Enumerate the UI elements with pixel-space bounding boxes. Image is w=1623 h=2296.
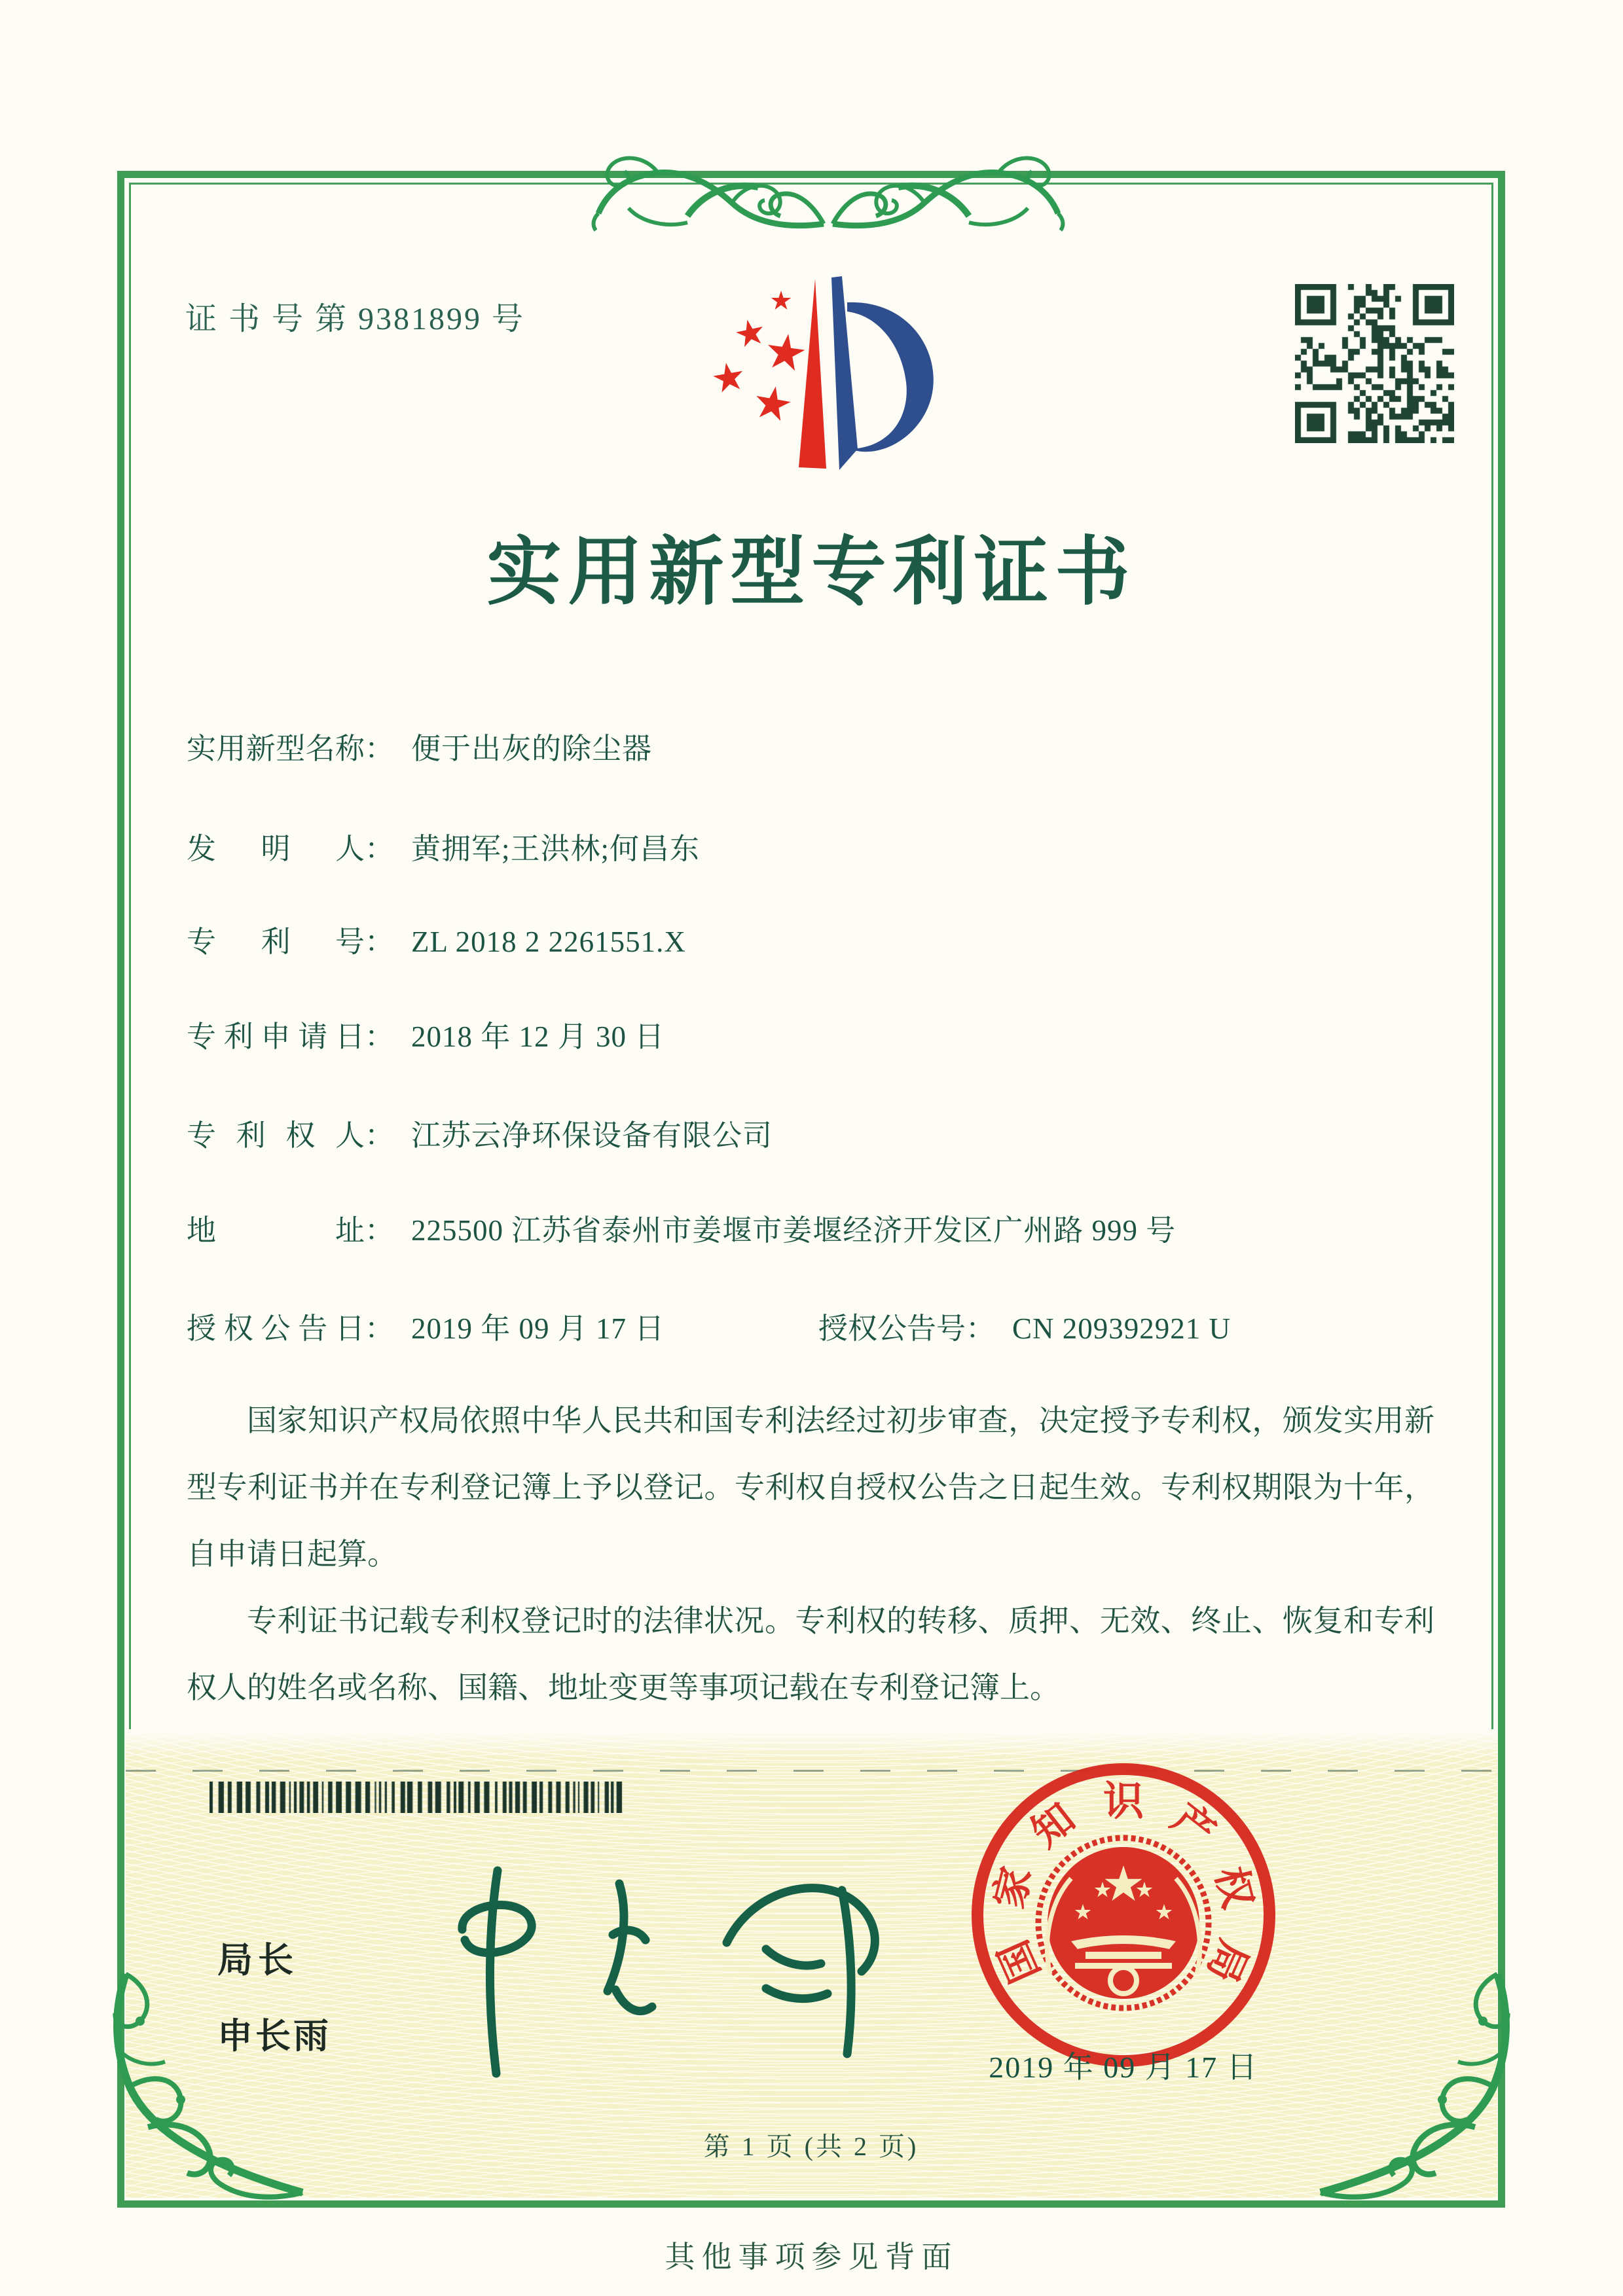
seal-char: 权 bbox=[1207, 1862, 1260, 1913]
field-value: 2018 年 12 月 30 日 bbox=[411, 1020, 665, 1053]
field-value: 便于出灰的除尘器 bbox=[411, 732, 653, 765]
field-label: 授权公告日 bbox=[187, 1312, 365, 1345]
corner-flourish-icon bbox=[1314, 1971, 1523, 2207]
field-colon: ： bbox=[365, 1020, 395, 1053]
field-row-grant-date bbox=[187, 1304, 1231, 1347]
band-fade bbox=[126, 1729, 1497, 1759]
director-name: 申长雨 bbox=[217, 2017, 331, 2056]
field-colon: ： bbox=[365, 925, 395, 958]
field-colon: ： bbox=[365, 732, 395, 765]
field-colon: ： bbox=[365, 1119, 395, 1152]
seal-char: 产 bbox=[1163, 1795, 1224, 1856]
field-value: CN 209392921 U bbox=[1012, 1312, 1231, 1345]
field-row-filing-date bbox=[187, 1013, 665, 1055]
director-title: 局长 bbox=[217, 1941, 299, 1980]
seal-char: 识 bbox=[1103, 1779, 1144, 1824]
field-label: 授权公告号 bbox=[818, 1312, 966, 1345]
cnipa-logo-icon bbox=[693, 274, 955, 478]
field-row-grant-number bbox=[818, 1304, 1231, 1347]
field-colon: ： bbox=[365, 1214, 395, 1247]
field-label: 实用新型名称 bbox=[187, 732, 365, 765]
back-note: 其他事项参见背面 bbox=[665, 2240, 958, 2274]
field-label: 发明人 bbox=[187, 833, 365, 865]
certificate-title: 实用新型专利证书 bbox=[486, 531, 1137, 614]
field-value: 黄拥军;王洪林;何昌东 bbox=[411, 833, 701, 865]
seal-char: 知 bbox=[1023, 1795, 1084, 1856]
field-value: 江苏云净环保设备有限公司 bbox=[411, 1119, 773, 1152]
field-row-patentee bbox=[187, 1111, 773, 1154]
certificate-number: 证 书 号 第 9381899 号 bbox=[185, 302, 526, 336]
legal-paragraph-1: 国家知识产权局依照中华人民共和国专利法经过初步审查，决定授予专利权，颁发实用新型专利证书并在专利登记簿上予以登记。专利权自授权公告之日起生效。专利权期限为十年，自申请日起算。 bbox=[187, 1404, 1434, 1571]
seal-char: 局 bbox=[1198, 1933, 1256, 1989]
field-colon: ： bbox=[365, 1312, 395, 1345]
field-value: 2019 年 09 月 17 日 bbox=[411, 1312, 665, 1345]
field-label: 地址 bbox=[187, 1214, 365, 1247]
corner-flourish-icon bbox=[100, 1971, 309, 2207]
legal-text bbox=[187, 1388, 1434, 1721]
band-scan-line bbox=[126, 1770, 1497, 1772]
grant-date-stamp: 2019 年 09 月 17 日 bbox=[989, 2051, 1258, 2084]
top-dragon-ornament-icon bbox=[589, 145, 1067, 243]
barcode bbox=[210, 1782, 626, 1813]
legal-paragraph-2: 专利证书记载专利权登记时的法律状况。专利权的转移、质押、无效、终止、恢复和专利权人的姓名或名称、国籍、地址变更等事项记载在专利登记簿上。 bbox=[187, 1604, 1434, 1704]
field-label: 专利权人 bbox=[187, 1119, 365, 1152]
field-colon: ： bbox=[365, 833, 395, 865]
field-label: 专利申请日 bbox=[187, 1020, 365, 1053]
seal-char: 家 bbox=[987, 1862, 1040, 1913]
page-number: 第 1 页 (共 2 页) bbox=[703, 2132, 919, 2161]
director-signature bbox=[399, 1851, 962, 2093]
field-row-address bbox=[187, 1206, 1176, 1249]
field-row-utility-model-name bbox=[187, 725, 652, 767]
field-value: 225500 江苏省泰州市姜堰市姜堰经济开发区广州路 999 号 bbox=[411, 1214, 1176, 1247]
field-row-patent-number bbox=[187, 918, 686, 960]
field-label: 专利号 bbox=[187, 925, 365, 958]
field-colon: ： bbox=[966, 1312, 996, 1345]
qr-code bbox=[1295, 284, 1454, 443]
field-value: ZL 2018 2 2261551.X bbox=[411, 925, 686, 958]
official-seal bbox=[966, 1758, 1281, 2072]
field-row-inventors bbox=[187, 825, 700, 867]
seal-char: 国 bbox=[991, 1933, 1049, 1989]
